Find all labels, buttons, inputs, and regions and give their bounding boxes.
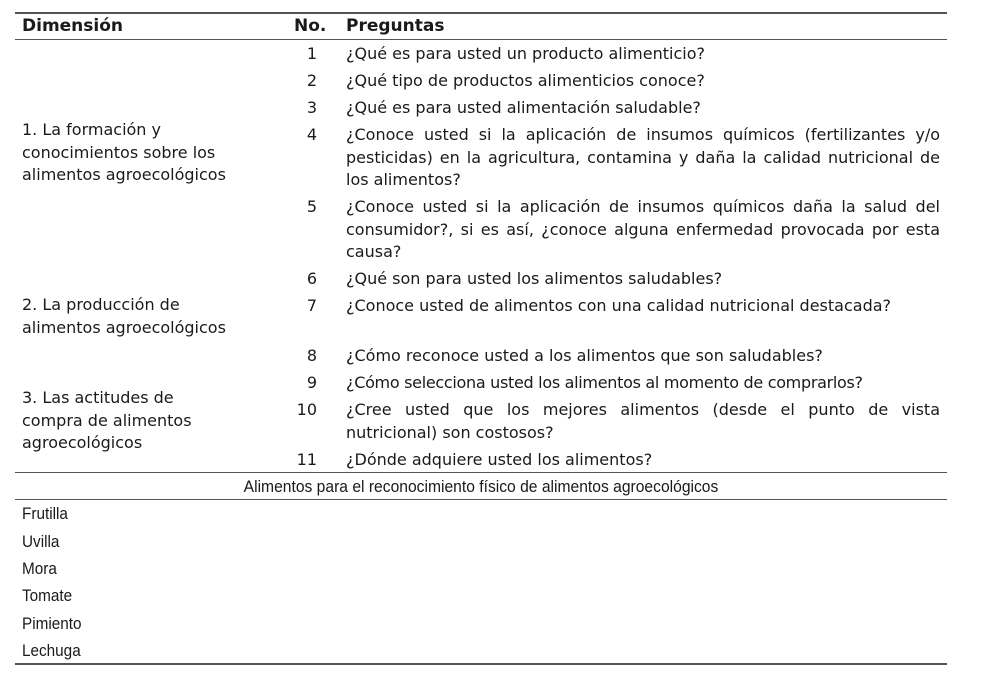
question-text: ¿Qué son para usted los alimentos saludables? — [346, 269, 723, 288]
question-number: 10 — [296, 400, 317, 419]
question-text: ¿Conoce usted si la aplicación de insumos químicos (fertilizantes y/o pesticidas) en la agricultura, contamina y daña la calidad nutricional de los alimentos? — [346, 125, 940, 189]
dimension-2-line: alimentos agroecológicos — [22, 317, 226, 337]
dimension-3-line: agroecológicos — [22, 433, 143, 452]
question-number: 1 — [306, 44, 317, 63]
question-number: 8 — [306, 346, 317, 365]
question-number: 4 — [306, 125, 317, 144]
question-number: 5 — [306, 197, 317, 216]
food-item: Frutilla — [22, 504, 68, 523]
question-text: ¿Cómo reconoce usted a los alimentos que son saludables? — [346, 346, 823, 365]
question-number: 6 — [306, 269, 317, 288]
question-text: ¿Qué es para usted un producto alimenticio? — [346, 44, 705, 63]
header-dimension: Dimensión — [22, 16, 124, 36]
dimension-2-line: 2. La producción de — [22, 295, 180, 314]
question-number: 3 — [306, 98, 317, 117]
food-item: Tomate — [22, 586, 73, 605]
dimension-1-line: conocimientos sobre los — [22, 142, 216, 162]
question-text: ¿Cómo selecciona usted los alimentos al momento de comprarlos? — [346, 373, 863, 392]
question-text: ¿Qué es para usted alimentación saludable? — [346, 98, 701, 117]
question-text: ¿Cree usted que los mejores alimentos (desde el punto de vista nutricional) son costosos? — [346, 400, 940, 442]
dimension-2 — [22, 294, 226, 339]
food-item: Pimiento — [22, 614, 82, 633]
header-questions: Preguntas — [346, 16, 445, 36]
question-number: 2 — [306, 71, 317, 90]
question-text: ¿Dónde adquiere usted los alimentos? — [346, 450, 653, 469]
question-text: ¿Qué tipo de productos alimenticios conoce? — [346, 71, 705, 90]
question-number: 9 — [306, 373, 317, 392]
dimension-3-line: 3. Las actitudes de — [22, 388, 174, 407]
dimension-1-line: 1. La formación y — [22, 120, 161, 139]
dimension-1 — [22, 119, 226, 187]
food-item: Uvilla — [22, 532, 60, 551]
dimension-3 — [22, 387, 192, 455]
header-rule — [15, 39, 947, 40]
table-top-rule — [15, 12, 947, 14]
food-item: Lechuga — [22, 641, 81, 660]
dimension-1-line: alimentos agroecológicos — [22, 165, 226, 184]
food-item: Mora — [22, 559, 57, 578]
question-text: ¿Conoce usted si la aplicación de insumos químicos daña la salud del consumidor?, si es así, ¿conoce alguna enfermedad provocada por esta causa? — [346, 197, 940, 261]
header-number: No. — [294, 16, 327, 36]
dimension-3-line: compra de alimentos — [22, 410, 192, 430]
question-number: 7 — [306, 296, 317, 315]
foods-section-title: Alimentos para el reconocimiento físico de alimentos agroecológicos — [243, 477, 719, 496]
question-text: ¿Conoce usted de alimentos con una calidad nutricional destacada? — [346, 296, 892, 315]
foods-header-rule — [15, 499, 947, 500]
question-number: 11 — [296, 450, 317, 469]
section-rule — [15, 472, 947, 473]
table-bottom-rule — [15, 663, 947, 665]
